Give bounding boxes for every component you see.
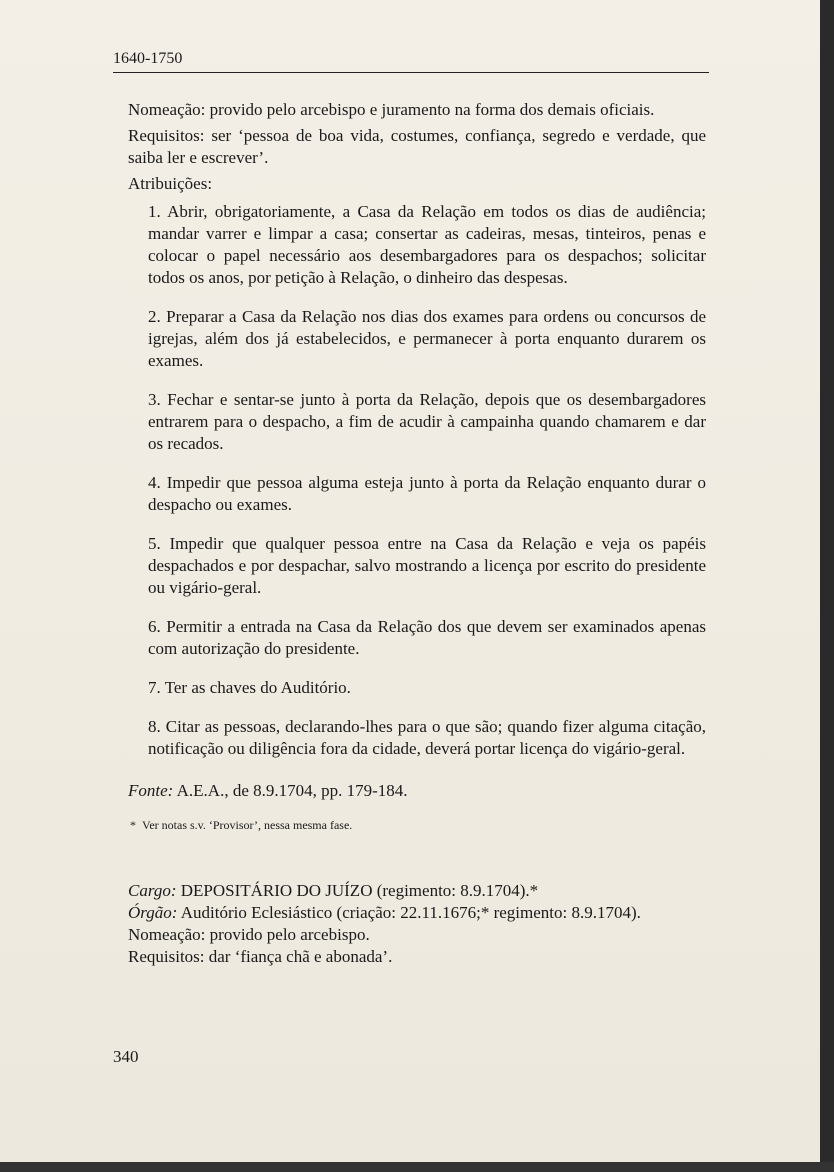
source-citation: [128, 780, 706, 802]
list-item: 8. Citar as pessoas, declarando-lhes para o que são; quando fizer alguma citação, notificação ou diligência fora da cidade, deverá portar licença do vigário-geral.: [148, 717, 706, 758]
footnote-text: Ver notas s.v. ‘Provisor’, nessa mesma fase.: [142, 818, 353, 832]
list-item: 6. Permitir a entrada na Casa da Relação dos que devem ser examinados apenas com autorização do presidente.: [148, 617, 706, 658]
list-item: 3. Fechar e sentar-se junto à porta da Relação, depois que os desembargadores entrarem para o despacho, a fim de acudir à campainha quando chamarem e dar os recados.: [148, 390, 706, 453]
cargo-label: Cargo:: [128, 881, 177, 900]
list-item: 1. Abrir, obrigatoriamente, a Casa da Relação em todos os dias de audiência; mandar varrer e limpar a casa; consertar as cadeiras, mesas, tinteiros, penas e colocar o papel necessário aos desembargadores para os despachos; solicitar todos os anos, por petição à Relação, o dinheiro das despesas.: [148, 202, 706, 287]
footnote-marker: *: [130, 818, 136, 832]
cargo-text: DEPOSITÁRIO DO JUÍZO (regimento: 8.9.1704).*: [180, 881, 539, 900]
requisitos-paragraph: Requisitos: ser ‘pessoa de boa vida, costumes, confiança, segredo e verdade, que saiba ler e escrever’.: [128, 126, 706, 167]
footnote: [128, 814, 706, 836]
fonte-label: Fonte:: [128, 781, 174, 800]
running-header: [113, 50, 709, 73]
list-item: 4. Impedir que pessoa alguma esteja junto à porta da Relação enquanto durar o despacho ou exames.: [148, 473, 706, 514]
fonte-text: A.E.A., de 8.9.1704, pp. 179-184.: [176, 781, 408, 800]
nomeacao-line: Nomeação: provido pelo arcebispo.: [128, 925, 370, 944]
scan-border-right: [820, 0, 834, 1172]
nomeacao-paragraph: Nomeação: provido pelo arcebispo e juramento na forma dos demais oficiais.: [128, 100, 655, 119]
atribuicoes-label: Atribuições:: [128, 174, 213, 193]
scan-border-bottom: [0, 1162, 834, 1172]
list-item: 7. Ter as chaves do Auditório.: [148, 678, 351, 697]
main-text: [128, 99, 706, 968]
requisitos-line: Requisitos: dar ‘fiança chã e abonada’.: [128, 947, 393, 966]
cargo-section: [128, 880, 706, 968]
orgao-text: Auditório Eclesiástico (criação: 22.11.1676;* regimento: 8.9.1704).: [180, 903, 641, 922]
list-item: 2. Preparar a Casa da Relação nos dias dos exames para ordens ou concursos de igrejas, além dos já estabelecidos, e permanecer à porta enquanto durarem os exames.: [148, 307, 706, 370]
orgao-line: [128, 902, 706, 924]
list-item: 5. Impedir que qualquer pessoa entre na Casa da Relação e veja os papéis despachados e por despachar, salvo mostrando a licença por escrito do presidente ou vigário-geral.: [148, 534, 706, 597]
header-period: 1640-1750: [113, 50, 183, 67]
orgao-label: Órgão:: [128, 903, 178, 922]
cargo-line: [128, 880, 706, 902]
atribuicoes-list: [128, 201, 706, 760]
page-number: 340: [113, 1047, 139, 1066]
